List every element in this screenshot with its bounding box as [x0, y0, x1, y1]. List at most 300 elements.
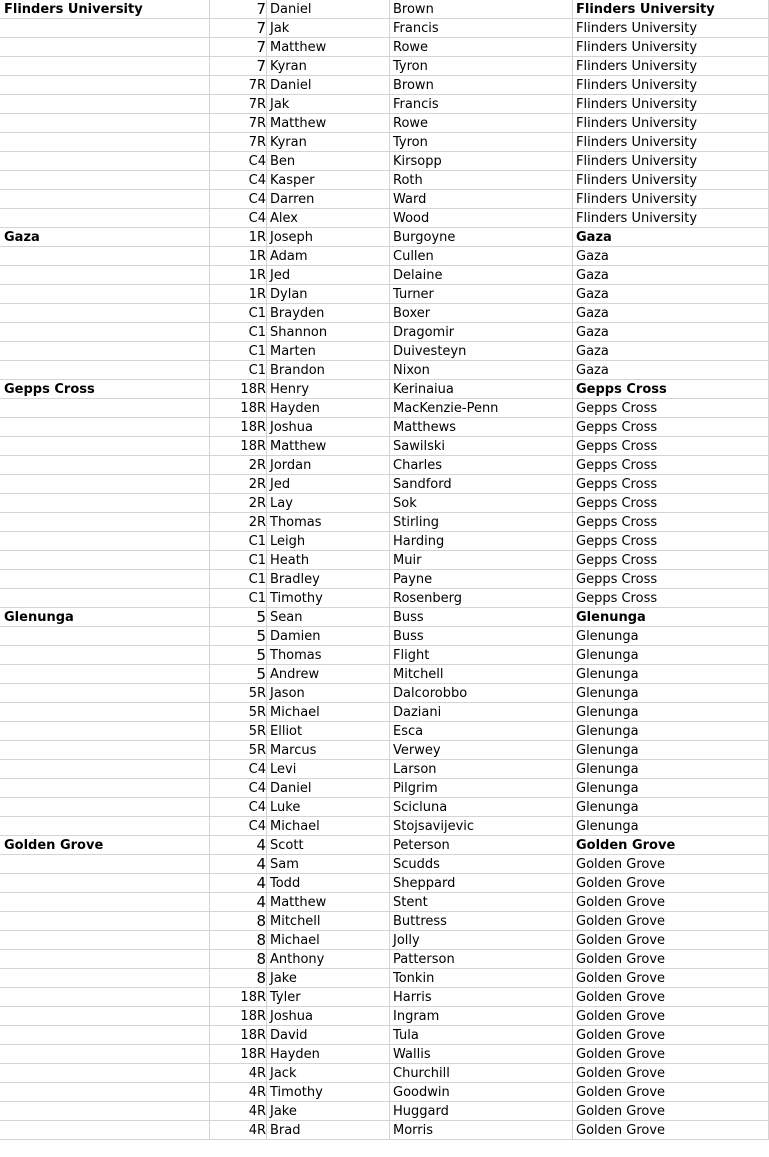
surname-cell[interactable]	[390, 1007, 573, 1026]
first-name-cell[interactable]	[267, 798, 390, 817]
team-cell[interactable]	[573, 133, 769, 152]
first-name-cell[interactable]	[267, 722, 390, 741]
team-cell[interactable]	[573, 171, 769, 190]
club-cell[interactable]	[0, 494, 210, 513]
surname-cell[interactable]	[390, 57, 573, 76]
team-cell[interactable]	[573, 380, 769, 399]
first-name-cell[interactable]	[267, 608, 390, 627]
club-cell[interactable]	[0, 760, 210, 779]
first-name-cell[interactable]	[267, 152, 390, 171]
club-cell[interactable]	[0, 950, 210, 969]
grade-cell[interactable]	[210, 722, 267, 741]
first-name-cell[interactable]	[267, 418, 390, 437]
surname-cell[interactable]	[390, 266, 573, 285]
team-cell[interactable]	[573, 0, 769, 19]
surname-cell[interactable]	[390, 209, 573, 228]
surname-cell[interactable]	[390, 114, 573, 133]
grade-cell[interactable]	[210, 513, 267, 532]
club-cell[interactable]	[0, 779, 210, 798]
grade-cell[interactable]	[210, 1102, 267, 1121]
first-name-cell[interactable]	[267, 1045, 390, 1064]
grade-cell[interactable]	[210, 627, 267, 646]
surname-cell[interactable]	[390, 247, 573, 266]
first-name-cell[interactable]	[267, 665, 390, 684]
grade-cell[interactable]	[210, 969, 267, 988]
surname-cell[interactable]	[390, 418, 573, 437]
team-cell[interactable]	[573, 304, 769, 323]
team-cell[interactable]	[573, 437, 769, 456]
surname-cell[interactable]	[390, 1064, 573, 1083]
surname-cell[interactable]	[390, 342, 573, 361]
team-cell[interactable]	[573, 912, 769, 931]
first-name-cell[interactable]	[267, 171, 390, 190]
club-cell[interactable]	[0, 684, 210, 703]
surname-cell[interactable]	[390, 646, 573, 665]
grade-cell[interactable]	[210, 114, 267, 133]
grade-cell[interactable]	[210, 1083, 267, 1102]
grade-cell[interactable]	[210, 475, 267, 494]
club-cell[interactable]	[0, 1007, 210, 1026]
team-cell[interactable]	[573, 1007, 769, 1026]
grade-cell[interactable]	[210, 608, 267, 627]
surname-cell[interactable]	[390, 380, 573, 399]
team-cell[interactable]	[573, 1045, 769, 1064]
grade-cell[interactable]	[210, 532, 267, 551]
team-cell[interactable]	[573, 551, 769, 570]
surname-cell[interactable]	[390, 1121, 573, 1140]
club-cell[interactable]	[0, 1026, 210, 1045]
team-cell[interactable]	[573, 1064, 769, 1083]
first-name-cell[interactable]	[267, 228, 390, 247]
surname-cell[interactable]	[390, 969, 573, 988]
club-cell[interactable]	[0, 57, 210, 76]
club-cell[interactable]	[0, 646, 210, 665]
team-cell[interactable]	[573, 456, 769, 475]
surname-cell[interactable]	[390, 0, 573, 19]
team-cell[interactable]	[573, 684, 769, 703]
club-cell[interactable]	[0, 437, 210, 456]
surname-cell[interactable]	[390, 399, 573, 418]
club-cell[interactable]	[0, 95, 210, 114]
club-cell[interactable]	[0, 1064, 210, 1083]
grade-cell[interactable]	[210, 304, 267, 323]
club-cell[interactable]	[0, 456, 210, 475]
first-name-cell[interactable]	[267, 1102, 390, 1121]
club-cell[interactable]	[0, 76, 210, 95]
grade-cell[interactable]	[210, 0, 267, 19]
surname-cell[interactable]	[390, 1026, 573, 1045]
team-cell[interactable]	[573, 399, 769, 418]
team-cell[interactable]	[573, 798, 769, 817]
team-cell[interactable]	[573, 817, 769, 836]
team-cell[interactable]	[573, 1102, 769, 1121]
club-cell[interactable]	[0, 836, 210, 855]
team-cell[interactable]	[573, 855, 769, 874]
first-name-cell[interactable]	[267, 38, 390, 57]
team-cell[interactable]	[573, 760, 769, 779]
surname-cell[interactable]	[390, 684, 573, 703]
surname-cell[interactable]	[390, 513, 573, 532]
first-name-cell[interactable]	[267, 551, 390, 570]
grade-cell[interactable]	[210, 57, 267, 76]
first-name-cell[interactable]	[267, 589, 390, 608]
club-cell[interactable]	[0, 152, 210, 171]
club-cell[interactable]	[0, 893, 210, 912]
club-cell[interactable]	[0, 874, 210, 893]
grade-cell[interactable]	[210, 285, 267, 304]
club-cell[interactable]	[0, 323, 210, 342]
first-name-cell[interactable]	[267, 76, 390, 95]
team-cell[interactable]	[573, 228, 769, 247]
surname-cell[interactable]	[390, 475, 573, 494]
first-name-cell[interactable]	[267, 627, 390, 646]
first-name-cell[interactable]	[267, 969, 390, 988]
surname-cell[interactable]	[390, 323, 573, 342]
team-cell[interactable]	[573, 646, 769, 665]
grade-cell[interactable]	[210, 1026, 267, 1045]
surname-cell[interactable]	[390, 133, 573, 152]
grade-cell[interactable]	[210, 494, 267, 513]
surname-cell[interactable]	[390, 798, 573, 817]
surname-cell[interactable]	[390, 703, 573, 722]
grade-cell[interactable]	[210, 209, 267, 228]
club-cell[interactable]	[0, 1045, 210, 1064]
team-cell[interactable]	[573, 969, 769, 988]
first-name-cell[interactable]	[267, 570, 390, 589]
team-cell[interactable]	[573, 1026, 769, 1045]
surname-cell[interactable]	[390, 1045, 573, 1064]
first-name-cell[interactable]	[267, 1064, 390, 1083]
first-name-cell[interactable]	[267, 1121, 390, 1140]
club-cell[interactable]	[0, 931, 210, 950]
surname-cell[interactable]	[390, 760, 573, 779]
team-cell[interactable]	[573, 266, 769, 285]
team-cell[interactable]	[573, 589, 769, 608]
grade-cell[interactable]	[210, 456, 267, 475]
surname-cell[interactable]	[390, 190, 573, 209]
team-cell[interactable]	[573, 57, 769, 76]
team-cell[interactable]	[573, 152, 769, 171]
first-name-cell[interactable]	[267, 988, 390, 1007]
grade-cell[interactable]	[210, 988, 267, 1007]
grade-cell[interactable]	[210, 703, 267, 722]
team-cell[interactable]	[573, 323, 769, 342]
club-cell[interactable]	[0, 1083, 210, 1102]
first-name-cell[interactable]	[267, 1007, 390, 1026]
grade-cell[interactable]	[210, 399, 267, 418]
first-name-cell[interactable]	[267, 0, 390, 19]
surname-cell[interactable]	[390, 912, 573, 931]
first-name-cell[interactable]	[267, 874, 390, 893]
surname-cell[interactable]	[390, 1083, 573, 1102]
grade-cell[interactable]	[210, 589, 267, 608]
club-cell[interactable]	[0, 855, 210, 874]
grade-cell[interactable]	[210, 266, 267, 285]
surname-cell[interactable]	[390, 38, 573, 57]
surname-cell[interactable]	[390, 988, 573, 1007]
team-cell[interactable]	[573, 114, 769, 133]
club-cell[interactable]	[0, 798, 210, 817]
grade-cell[interactable]	[210, 418, 267, 437]
first-name-cell[interactable]	[267, 266, 390, 285]
club-cell[interactable]	[0, 114, 210, 133]
surname-cell[interactable]	[390, 456, 573, 475]
grade-cell[interactable]	[210, 950, 267, 969]
team-cell[interactable]	[573, 893, 769, 912]
team-cell[interactable]	[573, 494, 769, 513]
first-name-cell[interactable]	[267, 494, 390, 513]
first-name-cell[interactable]	[267, 133, 390, 152]
team-cell[interactable]	[573, 608, 769, 627]
first-name-cell[interactable]	[267, 684, 390, 703]
surname-cell[interactable]	[390, 285, 573, 304]
surname-cell[interactable]	[390, 665, 573, 684]
team-cell[interactable]	[573, 741, 769, 760]
club-cell[interactable]	[0, 703, 210, 722]
first-name-cell[interactable]	[267, 475, 390, 494]
first-name-cell[interactable]	[267, 703, 390, 722]
surname-cell[interactable]	[390, 627, 573, 646]
grade-cell[interactable]	[210, 437, 267, 456]
surname-cell[interactable]	[390, 741, 573, 760]
grade-cell[interactable]	[210, 798, 267, 817]
grade-cell[interactable]	[210, 342, 267, 361]
club-cell[interactable]	[0, 513, 210, 532]
club-cell[interactable]	[0, 266, 210, 285]
grade-cell[interactable]	[210, 551, 267, 570]
surname-cell[interactable]	[390, 855, 573, 874]
grade-cell[interactable]	[210, 855, 267, 874]
grade-cell[interactable]	[210, 817, 267, 836]
grade-cell[interactable]	[210, 741, 267, 760]
grade-cell[interactable]	[210, 931, 267, 950]
club-cell[interactable]	[0, 171, 210, 190]
team-cell[interactable]	[573, 703, 769, 722]
surname-cell[interactable]	[390, 551, 573, 570]
team-cell[interactable]	[573, 627, 769, 646]
grade-cell[interactable]	[210, 874, 267, 893]
first-name-cell[interactable]	[267, 399, 390, 418]
club-cell[interactable]	[0, 722, 210, 741]
team-cell[interactable]	[573, 1121, 769, 1140]
first-name-cell[interactable]	[267, 760, 390, 779]
surname-cell[interactable]	[390, 228, 573, 247]
grade-cell[interactable]	[210, 570, 267, 589]
first-name-cell[interactable]	[267, 247, 390, 266]
first-name-cell[interactable]	[267, 855, 390, 874]
first-name-cell[interactable]	[267, 323, 390, 342]
club-cell[interactable]	[0, 209, 210, 228]
first-name-cell[interactable]	[267, 95, 390, 114]
team-cell[interactable]	[573, 95, 769, 114]
club-cell[interactable]	[0, 19, 210, 38]
club-cell[interactable]	[0, 247, 210, 266]
first-name-cell[interactable]	[267, 285, 390, 304]
club-cell[interactable]	[0, 399, 210, 418]
club-cell[interactable]	[0, 627, 210, 646]
club-cell[interactable]	[0, 38, 210, 57]
first-name-cell[interactable]	[267, 950, 390, 969]
club-cell[interactable]	[0, 190, 210, 209]
first-name-cell[interactable]	[267, 19, 390, 38]
surname-cell[interactable]	[390, 608, 573, 627]
grade-cell[interactable]	[210, 228, 267, 247]
club-cell[interactable]	[0, 1121, 210, 1140]
first-name-cell[interactable]	[267, 190, 390, 209]
surname-cell[interactable]	[390, 1102, 573, 1121]
first-name-cell[interactable]	[267, 342, 390, 361]
club-cell[interactable]	[0, 532, 210, 551]
team-cell[interactable]	[573, 418, 769, 437]
first-name-cell[interactable]	[267, 532, 390, 551]
grade-cell[interactable]	[210, 1007, 267, 1026]
first-name-cell[interactable]	[267, 361, 390, 380]
first-name-cell[interactable]	[267, 836, 390, 855]
team-cell[interactable]	[573, 513, 769, 532]
grade-cell[interactable]	[210, 646, 267, 665]
team-cell[interactable]	[573, 361, 769, 380]
club-cell[interactable]	[0, 0, 210, 19]
club-cell[interactable]	[0, 475, 210, 494]
grade-cell[interactable]	[210, 760, 267, 779]
first-name-cell[interactable]	[267, 114, 390, 133]
team-cell[interactable]	[573, 532, 769, 551]
team-cell[interactable]	[573, 1083, 769, 1102]
club-cell[interactable]	[0, 228, 210, 247]
club-cell[interactable]	[0, 969, 210, 988]
team-cell[interactable]	[573, 475, 769, 494]
club-cell[interactable]	[0, 570, 210, 589]
team-cell[interactable]	[573, 931, 769, 950]
grade-cell[interactable]	[210, 171, 267, 190]
club-cell[interactable]	[0, 665, 210, 684]
surname-cell[interactable]	[390, 361, 573, 380]
club-cell[interactable]	[0, 133, 210, 152]
team-cell[interactable]	[573, 190, 769, 209]
grade-cell[interactable]	[210, 190, 267, 209]
grade-cell[interactable]	[210, 893, 267, 912]
team-cell[interactable]	[573, 285, 769, 304]
first-name-cell[interactable]	[267, 513, 390, 532]
surname-cell[interactable]	[390, 437, 573, 456]
surname-cell[interactable]	[390, 95, 573, 114]
first-name-cell[interactable]	[267, 931, 390, 950]
team-cell[interactable]	[573, 779, 769, 798]
first-name-cell[interactable]	[267, 209, 390, 228]
team-cell[interactable]	[573, 38, 769, 57]
grade-cell[interactable]	[210, 779, 267, 798]
surname-cell[interactable]	[390, 152, 573, 171]
surname-cell[interactable]	[390, 532, 573, 551]
grade-cell[interactable]	[210, 1064, 267, 1083]
first-name-cell[interactable]	[267, 893, 390, 912]
club-cell[interactable]	[0, 817, 210, 836]
team-cell[interactable]	[573, 988, 769, 1007]
club-cell[interactable]	[0, 304, 210, 323]
surname-cell[interactable]	[390, 817, 573, 836]
surname-cell[interactable]	[390, 836, 573, 855]
team-cell[interactable]	[573, 19, 769, 38]
first-name-cell[interactable]	[267, 817, 390, 836]
surname-cell[interactable]	[390, 779, 573, 798]
surname-cell[interactable]	[390, 722, 573, 741]
first-name-cell[interactable]	[267, 741, 390, 760]
surname-cell[interactable]	[390, 304, 573, 323]
first-name-cell[interactable]	[267, 779, 390, 798]
grade-cell[interactable]	[210, 361, 267, 380]
grade-cell[interactable]	[210, 95, 267, 114]
first-name-cell[interactable]	[267, 304, 390, 323]
surname-cell[interactable]	[390, 893, 573, 912]
team-cell[interactable]	[573, 665, 769, 684]
team-cell[interactable]	[573, 76, 769, 95]
surname-cell[interactable]	[390, 76, 573, 95]
club-cell[interactable]	[0, 988, 210, 1007]
club-cell[interactable]	[0, 418, 210, 437]
surname-cell[interactable]	[390, 171, 573, 190]
club-cell[interactable]	[0, 912, 210, 931]
grade-cell[interactable]	[210, 38, 267, 57]
club-cell[interactable]	[0, 608, 210, 627]
team-cell[interactable]	[573, 722, 769, 741]
team-cell[interactable]	[573, 247, 769, 266]
grade-cell[interactable]	[210, 133, 267, 152]
first-name-cell[interactable]	[267, 380, 390, 399]
club-cell[interactable]	[0, 380, 210, 399]
club-cell[interactable]	[0, 361, 210, 380]
grade-cell[interactable]	[210, 1121, 267, 1140]
club-cell[interactable]	[0, 589, 210, 608]
team-cell[interactable]	[573, 950, 769, 969]
grade-cell[interactable]	[210, 152, 267, 171]
surname-cell[interactable]	[390, 589, 573, 608]
grade-cell[interactable]	[210, 380, 267, 399]
club-cell[interactable]	[0, 741, 210, 760]
surname-cell[interactable]	[390, 19, 573, 38]
grade-cell[interactable]	[210, 684, 267, 703]
first-name-cell[interactable]	[267, 912, 390, 931]
first-name-cell[interactable]	[267, 456, 390, 475]
club-cell[interactable]	[0, 285, 210, 304]
surname-cell[interactable]	[390, 874, 573, 893]
grade-cell[interactable]	[210, 247, 267, 266]
surname-cell[interactable]	[390, 570, 573, 589]
team-cell[interactable]	[573, 342, 769, 361]
team-cell[interactable]	[573, 570, 769, 589]
grade-cell[interactable]	[210, 1045, 267, 1064]
grade-cell[interactable]	[210, 836, 267, 855]
surname-cell[interactable]	[390, 950, 573, 969]
club-cell[interactable]	[0, 551, 210, 570]
grade-cell[interactable]	[210, 323, 267, 342]
grade-cell[interactable]	[210, 19, 267, 38]
grade-cell[interactable]	[210, 76, 267, 95]
team-cell[interactable]	[573, 209, 769, 228]
grade-cell[interactable]	[210, 912, 267, 931]
surname-cell[interactable]	[390, 494, 573, 513]
surname-cell[interactable]	[390, 931, 573, 950]
team-cell[interactable]	[573, 874, 769, 893]
first-name-cell[interactable]	[267, 437, 390, 456]
first-name-cell[interactable]	[267, 1083, 390, 1102]
club-cell[interactable]	[0, 342, 210, 361]
grade-cell[interactable]	[210, 665, 267, 684]
club-cell[interactable]	[0, 1102, 210, 1121]
first-name-cell[interactable]	[267, 1026, 390, 1045]
first-name-cell[interactable]	[267, 646, 390, 665]
first-name-cell[interactable]	[267, 57, 390, 76]
team-cell[interactable]	[573, 836, 769, 855]
